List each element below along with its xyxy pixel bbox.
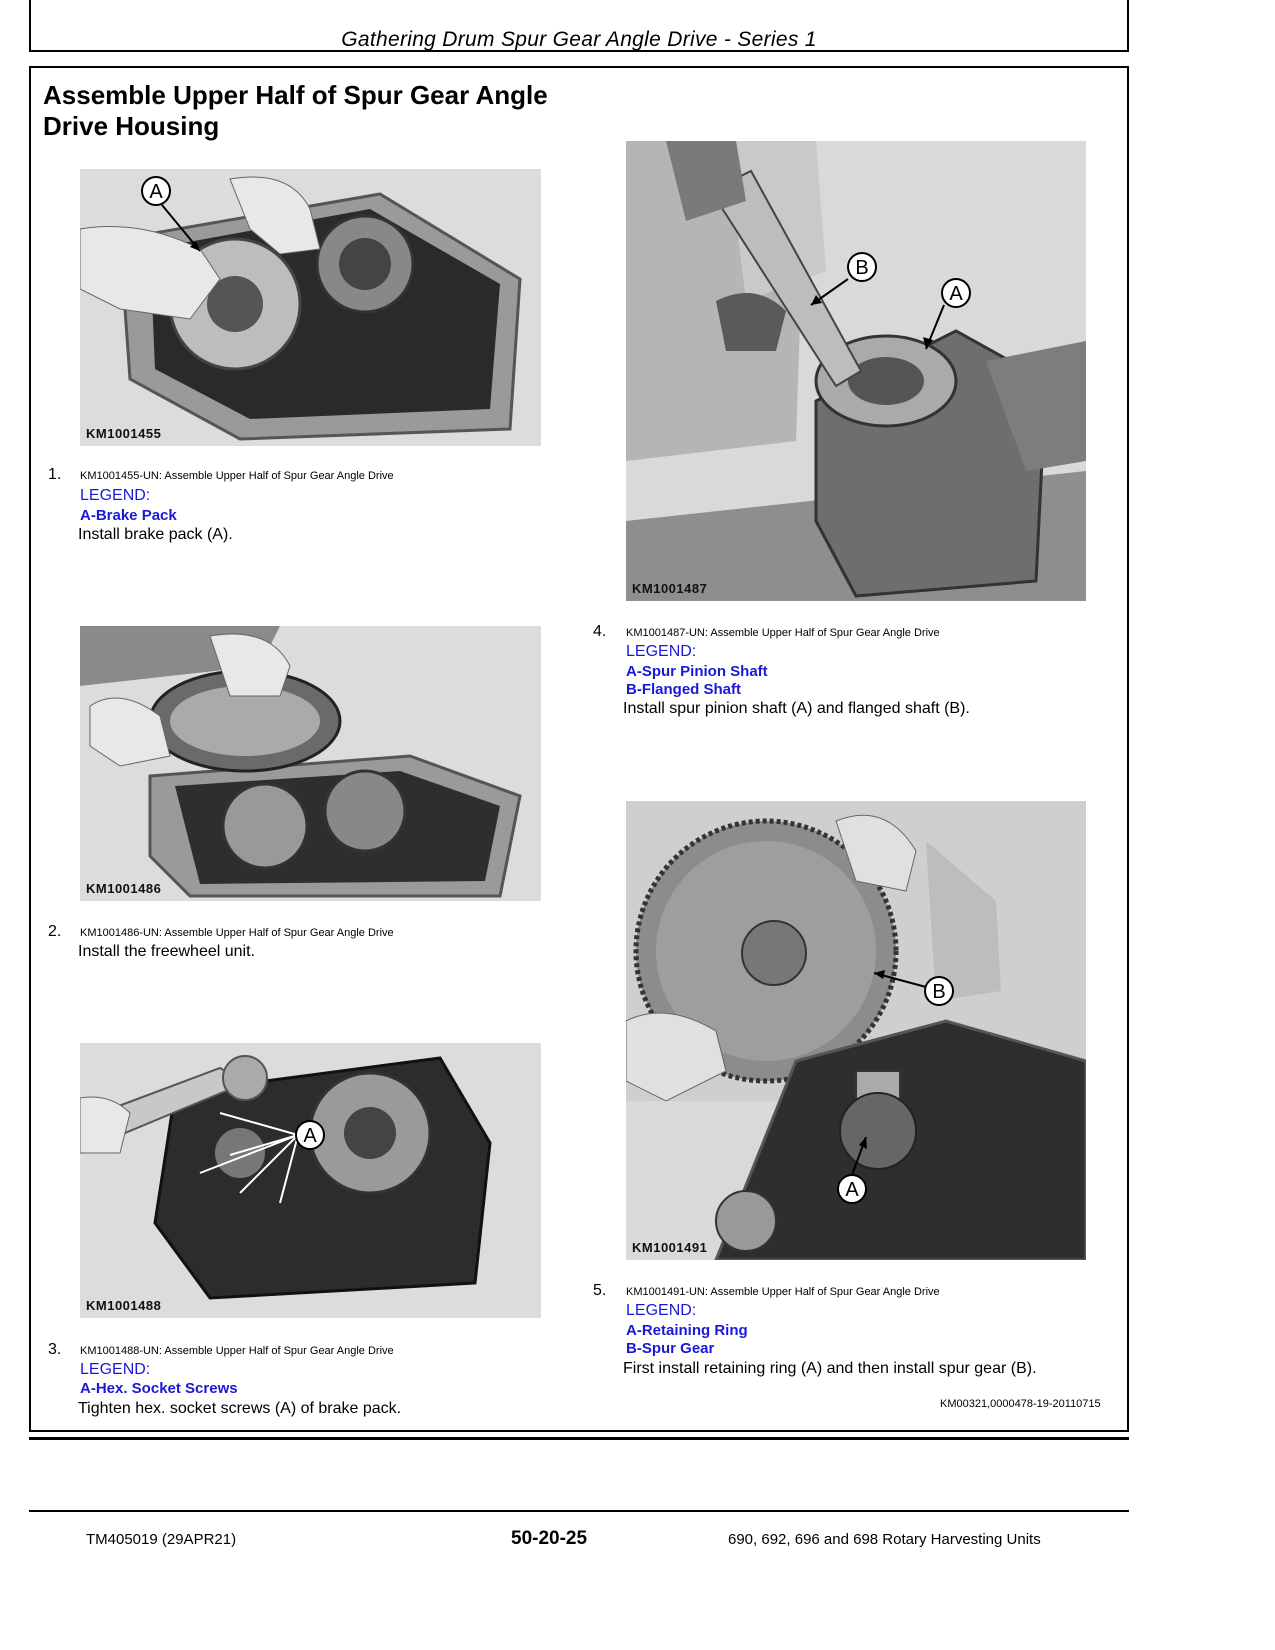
step5-legend-item-a: A-Retaining Ring [626, 1322, 748, 1339]
step3-photo-id: KM1001488 [86, 1298, 162, 1313]
step3-caption: KM1001488-UN: Assemble Upper Half of Spur Gear Angle Drive [80, 1345, 394, 1357]
step2-instruction: Install the freewheel unit. [78, 943, 255, 960]
step4-callout-b: B [855, 257, 869, 279]
step4-photo [626, 141, 1086, 601]
step5-instruction: First install retaining ring (A) and then install spur gear (B). [623, 1360, 1037, 1377]
step3-legend-title: LEGEND: [80, 1361, 151, 1378]
step1-instruction: Install brake pack (A). [78, 526, 233, 543]
step4-legend-item-b: B-Flanged Shaft [626, 681, 741, 698]
step5-callout-b: B [932, 981, 946, 1003]
step2-caption: KM1001486-UN: Assemble Upper Half of Spur Gear Angle Drive [80, 927, 394, 939]
step4-legend-item-a: A-Spur Pinion Shaft [626, 663, 768, 680]
step1-legend-item-a: A-Brake Pack [80, 507, 177, 524]
step3-legend-item-a: A-Hex. Socket Screws [80, 1380, 238, 1397]
step1-callout-a: A [149, 181, 163, 203]
step3-instruction: Tighten hex. socket screws (A) of brake pack. [78, 1400, 402, 1417]
step4-instruction: Install spur pinion shaft (A) and flanged shaft (B). [623, 700, 970, 717]
section-title [43, 80, 623, 142]
step1-photo [80, 169, 541, 446]
step1-caption: KM1001455-UN: Assemble Upper Half of Spur Gear Angle Drive [80, 470, 394, 482]
step1-number: 1. [48, 466, 62, 483]
footer-rule [29, 1510, 1129, 1512]
step4-callout-a: A [949, 283, 963, 305]
step5-callouts [626, 801, 1086, 1260]
section-title-line2: Drive Housing [43, 111, 220, 141]
step4-photo-id: KM1001487 [632, 581, 708, 596]
step5-legend-item-b: B-Spur Gear [626, 1340, 715, 1357]
step3-number: 3. [48, 1341, 62, 1358]
footer-manual-id: TM405019 (29APR21) [86, 1531, 237, 1548]
footer-product: 690, 692, 696 and 698 Rotary Harvesting Units [728, 1531, 1041, 1548]
step4-legend-title: LEGEND: [626, 643, 697, 660]
step2-illustration [80, 626, 541, 901]
step5-photo-id: KM1001491 [632, 1240, 708, 1255]
step4-caption: KM1001487-UN: Assemble Upper Half of Spur Gear Angle Drive [626, 627, 940, 639]
section-title-line1: Assemble Upper Half of Spur Gear Angle [43, 80, 548, 110]
step5-caption: KM1001491-UN: Assemble Upper Half of Spur Gear Angle Drive [626, 1286, 940, 1298]
reference-code: KM00321,0000478-19-20110715 [940, 1398, 1101, 1410]
step2-number: 2. [48, 923, 62, 940]
section-end-rule [29, 1437, 1129, 1440]
step3-callouts [80, 1043, 541, 1318]
step5-legend-title: LEGEND: [626, 1302, 697, 1319]
step4-callouts [626, 141, 1086, 601]
step4-number: 4. [593, 623, 607, 640]
footer-page-number: 50-20-25 [511, 1528, 588, 1549]
header-title: Gathering Drum Spur Gear Angle Drive - Series 1 [341, 28, 817, 51]
step1-callouts [80, 169, 541, 446]
step3-callout-a: A [303, 1125, 317, 1147]
step2-photo [80, 626, 541, 901]
step1-photo-id: KM1001455 [86, 426, 162, 441]
step3-photo [80, 1043, 541, 1318]
step5-callout-a: A [845, 1179, 859, 1201]
step5-photo [626, 801, 1086, 1260]
step2-photo-id: KM1001486 [86, 881, 162, 896]
step1-legend-title: LEGEND: [80, 487, 151, 504]
step5-number: 5. [593, 1282, 607, 1299]
